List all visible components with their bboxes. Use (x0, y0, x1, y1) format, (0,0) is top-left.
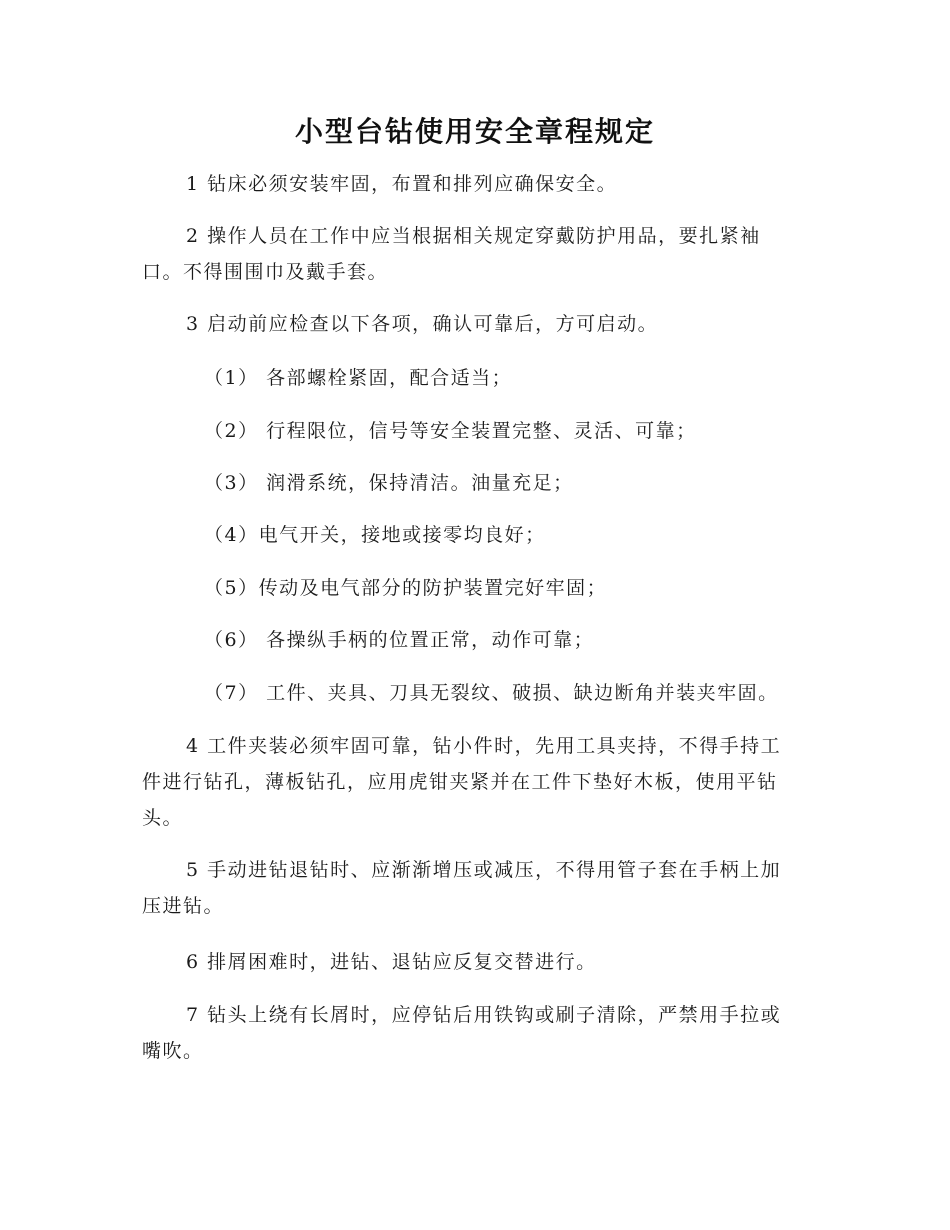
paragraph-3: 3 启动前应检查以下各项，确认可靠后，方可启动。 (186, 313, 659, 335)
document-title: 小型台钻使用安全章程规定 (294, 115, 655, 148)
paragraph-7: 7 钻头上绕有长屑时，应停钻后用铁钩或刷子清除，严禁用手拉或嘴吹。 (142, 1004, 782, 1062)
checklist-item-5: （5）传动及电气部分的防护装置完好牢固； (204, 577, 608, 599)
paragraph-6: 6 排屑困难时，进钻、退钻应反复交替进行。 (186, 951, 597, 973)
paragraph-5: 5 手动进钻退钻时、应渐渐增压或减压，不得用管子套在手柄上加压进钻。 (142, 859, 782, 917)
checklist-item-3: （3） 润滑系统，保持清洁。油量充足； (204, 472, 574, 494)
paragraph-4: 4 工件夹装必须牢固可靠，钻小件时，先用工具夹持，不得手持工件进行钻孔，薄板钻孔，应用虎钳夹紧并在工件下垫好木板，使用平钻头。 (142, 735, 782, 829)
checklist-item-2: （2） 行程限位，信号等安全装置完整、灵活、可靠； (204, 420, 697, 442)
paragraph-2: 2 操作人员在工作中应当根据相关规定穿戴防护用品，要扎紧袖口。不得围围巾及戴手套。 (142, 225, 761, 283)
checklist-item-1: （1） 各部螺栓紧固，配合适当； (204, 367, 513, 389)
checklist-item-4: （4）电气开关，接地或接零均良好； (204, 524, 546, 546)
checklist-item-7: （7） 工件、夹具、刀具无裂纹、破损、缺边断角并装夹牢固。 (204, 682, 779, 704)
paragraph-1: 1 钻床必须安装牢固，布置和排列应确保安全。 (186, 173, 618, 195)
checklist-item-6: （6） 各操纵手柄的位置正常，动作可靠； (204, 629, 595, 651)
